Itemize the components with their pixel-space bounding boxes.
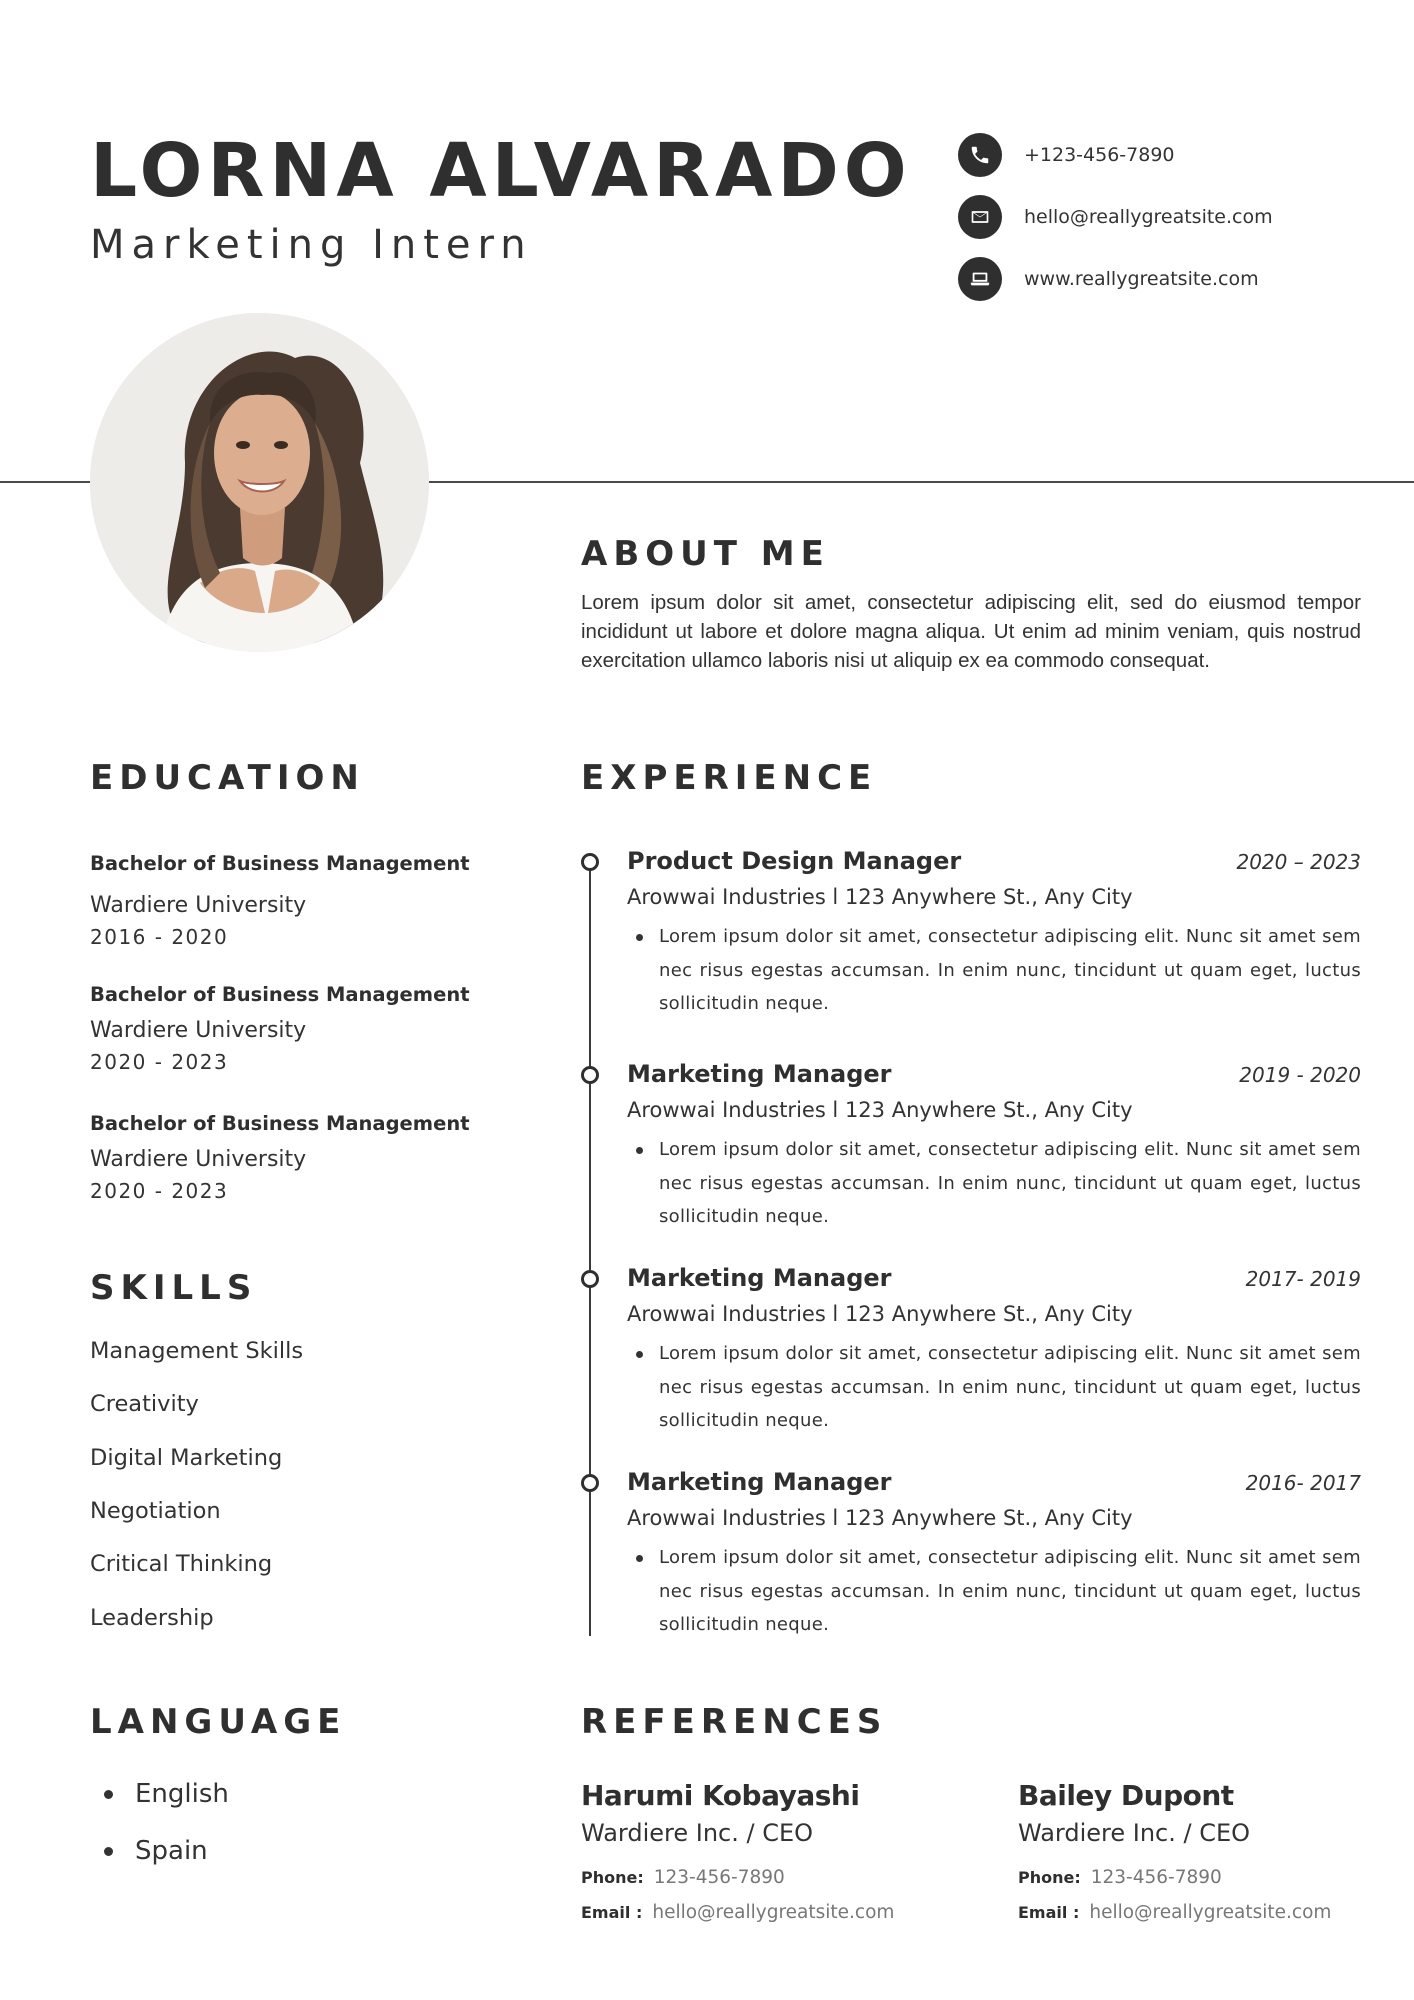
timeline-dot-icon [581,1474,599,1492]
education-heading: EDUCATION [90,758,365,798]
language-item [104,1836,208,1866]
profile-photo [90,313,429,652]
phone-value: 123-456-7890 [1090,1867,1222,1888]
education-degree: Bachelor of Business Management [90,1112,470,1135]
language-heading: LANGUAGE [90,1702,347,1742]
job-description: Lorem ipsum dolor sit amet, consectetur adipiscing elit. Nunc sit amet sem nec risus egestas accumsan. In enim nunc, tincidunt ut quam eget, luctus sollicitudin neque. [659,1547,1361,1635]
bullet-icon [636,1555,643,1562]
reference-role: Wardiere Inc. / CEO [581,1819,814,1847]
skill-item: Negotiation [90,1498,221,1524]
job-title: Marketing Manager [627,1060,892,1088]
reference-phone [581,1866,785,1890]
email-value: hello@reallygreatsite.com [652,1902,895,1923]
skill-item: Leadership [90,1605,214,1631]
contact-email: hello@reallygreatsite.com [1024,206,1273,228]
references-heading: REFERENCES [581,1702,888,1742]
resume-role: Marketing Intern [90,222,533,268]
envelope-icon [958,195,1002,239]
education-degree: Bachelor of Business Management [90,852,470,875]
contact-phone-row [958,133,1175,177]
email-value: hello@reallygreatsite.com [1089,1902,1332,1923]
job-dates: 2020 – 2023 [1236,850,1361,874]
contact-email-row [958,195,1273,239]
education-years: 2020 - 2023 [90,1050,229,1074]
contact-website-row [958,257,1259,301]
job-dates: 2019 - 2020 [1239,1063,1361,1087]
job-description: Lorem ipsum dolor sit amet, consectetur adipiscing elit. Nunc sit amet sem nec risus egestas accumsan. In enim nunc, tincidunt ut quam eget, luctus sollicitudin neque. [659,926,1361,1014]
laptop-icon [958,257,1002,301]
contact-phone: +123-456-7890 [1024,144,1175,166]
reference-name: Harumi Kobayashi [581,1779,860,1812]
education-school: Wardiere University [90,893,307,918]
timeline-line [589,862,591,1636]
timeline-dot-icon [581,853,599,871]
language-label: Spain [135,1836,208,1866]
education-school: Wardiere University [90,1018,307,1043]
email-label: Email : [581,1903,643,1922]
language-label: English [135,1779,229,1809]
bullet-icon [104,1790,113,1799]
experience-heading: EXPERIENCE [581,758,878,798]
job-dates: 2016- 2017 [1245,1471,1361,1495]
reference-email [581,1901,894,1925]
phone-icon [958,133,1002,177]
skill-item: Critical Thinking [90,1551,273,1577]
email-label: Email : [1018,1903,1080,1922]
skill-item: Creativity [90,1391,199,1417]
phone-label: Phone: [1018,1868,1081,1887]
reference-role: Wardiere Inc. / CEO [1018,1819,1251,1847]
job-company: Arowwai Industries l 123 Anywhere St., Any City [627,885,1133,909]
about-text: Lorem ipsum dolor sit amet, consectetur adipiscing elit, sed do eiusmod tempor incididunt ut labore et dolore magna aliqua. Ut enim ad minim veniam, quis nostrud exercitation ullamco laboris nisi ut aliquip ex ea commodo consequat. [581,591,1361,672]
skill-item: Management Skills [90,1338,304,1364]
timeline-dot-icon [581,1270,599,1288]
language-item [104,1779,229,1809]
contact-website: www.reallygreatsite.com [1024,268,1259,290]
job-company: Arowwai Industries l 123 Anywhere St., Any City [627,1506,1133,1530]
timeline-dot-icon [581,1066,599,1084]
job-company: Arowwai Industries l 123 Anywhere St., Any City [627,1098,1133,1122]
education-school: Wardiere University [90,1147,307,1172]
education-degree: Bachelor of Business Management [90,983,470,1006]
job-title: Marketing Manager [627,1264,892,1292]
education-years: 2020 - 2023 [90,1179,229,1203]
reference-name: Bailey Dupont [1018,1779,1234,1812]
job-title: Marketing Manager [627,1468,892,1496]
resume-name: LORNA ALVARADO [90,128,912,214]
job-company: Arowwai Industries l 123 Anywhere St., Any City [627,1302,1133,1326]
bullet-icon [104,1847,113,1856]
about-heading: ABOUT ME [581,534,830,574]
bullet-icon [636,1351,643,1358]
skills-heading: SKILLS [90,1268,258,1308]
bullet-icon [636,1147,643,1154]
phone-value: 123-456-7890 [653,1867,785,1888]
skill-item: Digital Marketing [90,1445,283,1471]
education-years: 2016 - 2020 [90,925,229,949]
reference-phone [1018,1866,1222,1890]
job-description: Lorem ipsum dolor sit amet, consectetur adipiscing elit. Nunc sit amet sem nec risus egestas accumsan. In enim nunc, tincidunt ut quam eget, luctus sollicitudin neque. [659,1343,1361,1431]
job-dates: 2017- 2019 [1245,1267,1361,1291]
bullet-icon [636,934,643,941]
phone-label: Phone: [581,1868,644,1887]
job-description: Lorem ipsum dolor sit amet, consectetur adipiscing elit. Nunc sit amet sem nec risus egestas accumsan. In enim nunc, tincidunt ut quam eget, luctus sollicitudin neque. [659,1139,1361,1227]
reference-email [1018,1901,1331,1925]
job-title: Product Design Manager [627,847,962,875]
